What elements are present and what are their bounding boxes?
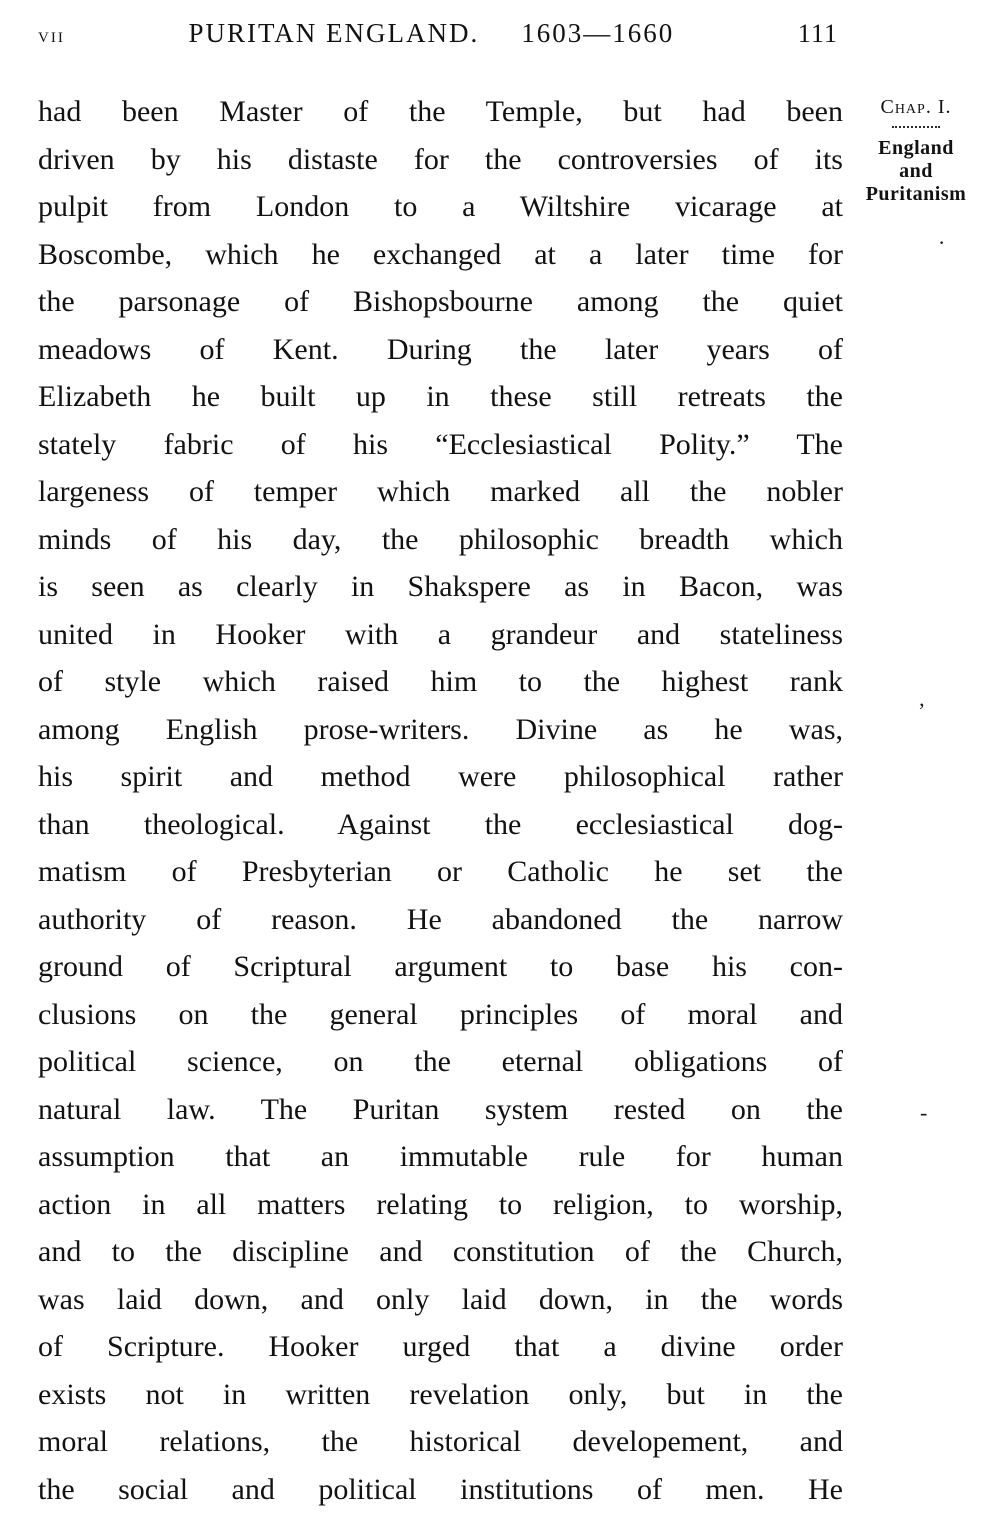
sidenote-line: Puritanism xyxy=(865,183,967,205)
page-number: 111 xyxy=(797,19,838,48)
text-line: largeness of temper which marked all the nobler xyxy=(38,475,843,508)
sidenote-line: England xyxy=(878,137,954,159)
text-line: among English prose-writers. Divine as he was, xyxy=(38,712,843,746)
text-line: stately fabric of his “Ecclesiastical Polity.” The xyxy=(38,427,843,461)
text-line: minds of his day, the philosophic breadth which xyxy=(38,522,843,556)
text-line: of Scripture. Hooker urged that a divine order xyxy=(38,1330,843,1363)
text-line: exists not in written revelation only, but in the xyxy=(38,1377,843,1411)
text-line: Boscombe, which he exchanged at a later time for xyxy=(38,237,843,271)
chapter-rule-divider xyxy=(892,126,940,128)
text-line: authority of reason. He abandoned the narrow xyxy=(38,902,843,936)
header-title-group xyxy=(188,18,674,49)
text-line: pulpit from London to a Wiltshire vicarage at xyxy=(38,190,843,223)
text-line: had been Master of the Temple, but had been xyxy=(38,95,843,128)
body-text xyxy=(38,88,843,1513)
chapter-label: Chap. I. xyxy=(880,96,952,118)
sidenote-line: and xyxy=(899,160,933,182)
text-line: political science, on the eternal obligations of xyxy=(38,1045,843,1078)
text-line: matism of Presbyterian or Catholic he set the xyxy=(38,855,843,888)
text-line: clusions on the general principles of moral and xyxy=(38,997,843,1031)
running-title: PURITAN ENGLAND. xyxy=(188,18,480,48)
ink-speck: ’ xyxy=(918,698,926,723)
ink-speck: - xyxy=(920,1100,928,1125)
text-line: moral relations, the historical developement, and xyxy=(38,1425,843,1458)
text-line: action in all matters relating to religion, to worship, xyxy=(38,1187,843,1221)
text-line: than theological. Against the ecclesiastical dog- xyxy=(38,807,843,841)
text-line: is seen as clearly in Shakspere as in Bacon, was xyxy=(38,570,843,603)
signature-mark: vii xyxy=(38,23,65,47)
text-line: his spirit and method were philosophical rather xyxy=(38,760,843,793)
text-line: united in Hooker with a grandeur and stateliness xyxy=(38,617,843,651)
ink-speck: · xyxy=(938,230,946,255)
text-line: and to the discipline and constitution of the Church, xyxy=(38,1235,843,1268)
text-line: of style which raised him to the highest rank xyxy=(38,665,843,698)
running-header xyxy=(38,18,838,49)
text-line: Elizabeth he built up in these still retreats the xyxy=(38,380,843,413)
text-line: was laid down, and only laid down, in the words xyxy=(38,1282,843,1316)
date-range: 1603—1660 xyxy=(521,18,675,48)
text-line: the social and political institutions of men. He xyxy=(38,1472,843,1506)
text-line: meadows of Kent. During the later years of xyxy=(38,332,843,366)
text-line: assumption that an immutable rule for human xyxy=(38,1140,843,1173)
text-line: natural law. The Puritan system rested on the xyxy=(38,1092,843,1126)
text-line: driven by his distaste for the controversies of its xyxy=(38,142,843,176)
text-line: the parsonage of Bishopsbourne among the quiet xyxy=(38,285,843,318)
margin-notes xyxy=(844,96,988,206)
text-line: ground of Scriptural argument to base his con- xyxy=(38,950,843,983)
